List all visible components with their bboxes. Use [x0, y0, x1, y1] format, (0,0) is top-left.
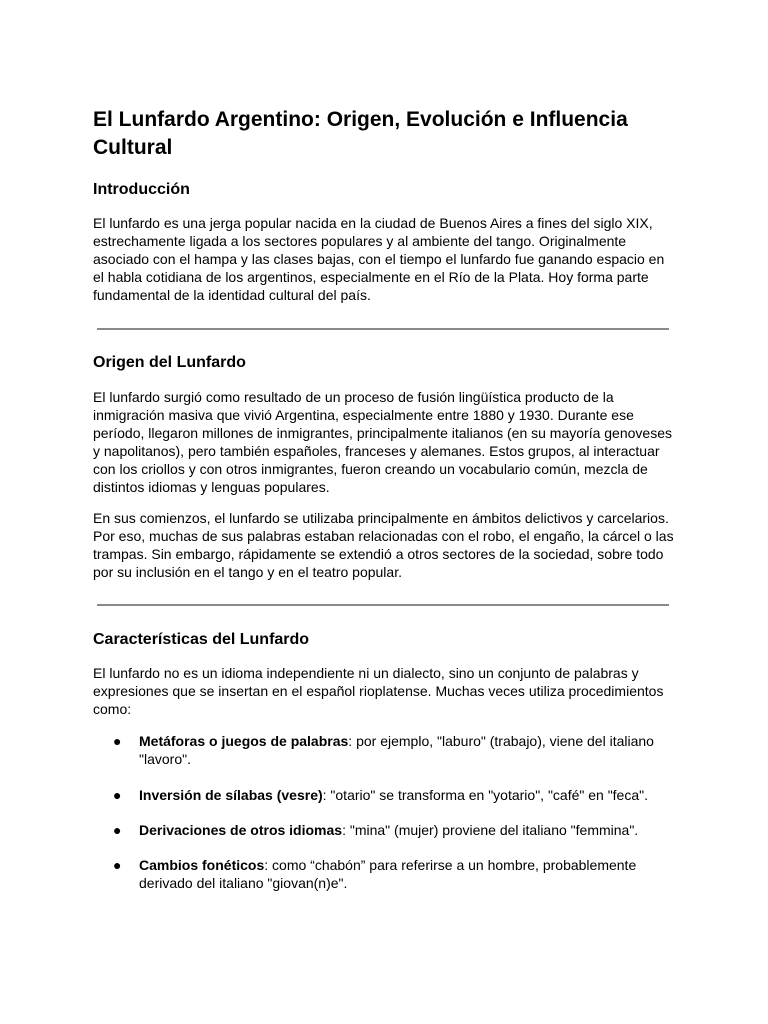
section-divider — [97, 328, 669, 330]
bullet-description: : "mina" (mujer) proviene del italiano "femmina". — [342, 822, 639, 838]
bullet-icon: ● — [113, 857, 122, 873]
section-paragraph: El lunfardo surgió como resultado de un proceso de fusión lingüística producto de la inmigración masiva que vivió Argentina, especialmente entre 1880 y 1930. Durante ese período, llegaron millones de inmigrantes, principalmente italianos (en su mayoría genoveses y napolitanos), pero también españoles, franceses y alemanes. Estos grupos, al interactuar con los criollos y con otros inmigrantes, fueron creando un vocabulario común, mezcla de distintos idiomas y lenguas populares. — [93, 389, 672, 495]
bullet-text — [139, 732, 669, 768]
bullet-term: Metáforas o juegos de palabras — [139, 733, 349, 749]
document-title: El Lunfardo Argentino: Origen, Evolución e Influencia Cultural — [93, 108, 628, 159]
bullet-text — [139, 821, 669, 839]
section-paragraph: El lunfardo no es un idioma independiente ni un dialecto, sino un conjunto de palabras y expresiones que se insertan en el español rioplatense. Muchas veces utiliza procedimientos como: — [93, 665, 664, 717]
section-divider — [97, 604, 669, 606]
bullet-description: : como “chabón” para referirse a un hombre, probablemente derivado del italiano "giovan(n)e". — [139, 857, 637, 891]
bullet-icon: ● — [113, 822, 122, 838]
bullet-description: : por ejemplo, "laburo" (trabajo), viene del italiano "lavoro". — [139, 733, 654, 767]
section-heading-introduccion: Introducción — [93, 181, 190, 198]
section-paragraph: El lunfardo es una jerga popular nacida en la ciudad de Buenos Aires a fines del siglo XIX, estrechamente ligada a los sectores populares y al ambiente del tango. Originalmente asociado con el hampa y las clases bajas, con el tiempo el lunfardo fue ganando espacio en el habla cotidiana de los argentinos, especialmente en el Río de la Plata. Hoy forma parte fundamental de la identidad cultural del país. — [93, 215, 665, 303]
bullet-text — [139, 856, 669, 892]
bullet-icon: ● — [113, 787, 122, 803]
bullet-term: Inversión de sílabas (vesre) — [139, 787, 323, 803]
bullet-text — [139, 786, 669, 804]
bullet-term: Derivaciones de otros idiomas — [139, 822, 343, 838]
section-heading-caracteristicas: Características del Lunfardo — [93, 631, 310, 648]
bullet-term: Cambios fonéticos — [139, 857, 265, 873]
bullet-description: : "otario" se transforma en "yotario", "café" en "feca". — [322, 787, 648, 803]
bullet-icon: ● — [113, 733, 122, 749]
section-paragraph: En sus comienzos, el lunfardo se utilizaba principalmente en ámbitos delictivos y carcelarios. Por eso, muchas de sus palabras estaban relacionadas con el robo, el engaño, la cárcel o las trampas. Sin embargo, rápidamente se extendió a otros sectores de la sociedad, sobre todo por su inclusión en el tango y en el teatro popular. — [93, 510, 674, 580]
section-heading-origen: Origen del Lunfardo — [93, 354, 246, 371]
